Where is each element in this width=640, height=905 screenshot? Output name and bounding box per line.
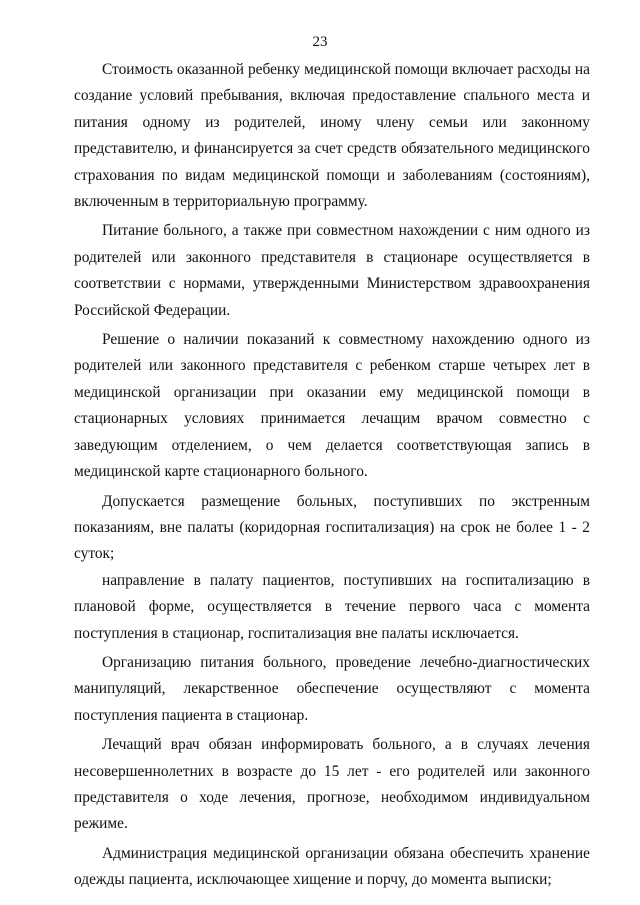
paragraph-corridor-hospitalization: Допускается размещение больных, поступивших по экстренным показаниям, вне палаты (коридорная госпитализация) на срок не более 1 - 2 суток;: [74, 492, 590, 563]
paragraph-clothing-storage: Администрация медицинской организации обязана обеспечить хранение одежды пациента, исключающее хищение и порчу, до момента выписки;: [74, 844, 590, 889]
paragraph-cost-of-care: Стоимость оказанной ребенку медицинской помощи включает расходы на создание условий пребывания, включая предоставление спального места и питания одному из родителей, иному члену семьи или законному представителю, и финансируется за счет средств обязательного медицинского страхования по видам медицинской помощи и заболеваниям (состояниям), включенным в территориальную программу.: [74, 61, 590, 211]
page-number: 23: [312, 34, 328, 50]
paragraph-treatment-organization: Организацию питания больного, проведение лечебно-диагностических манипуляций, лекарственное обеспечение осуществляют с момента поступления пациента в стационар.: [74, 653, 590, 724]
paragraph-doctor-informing: Лечащий врач обязан информировать больного, а в случаях лечения несовершеннолетних в возрасте до 15 лет - его родителей или законного представителя о ходе лечения, прогнозе, необходимом индивидуальном режиме.: [74, 736, 590, 833]
paragraph-joint-stay-decision: Решение о наличии показаний к совместному нахождению одного из родителей или законного представителя с ребенком старше четырех лет в медицинской организации при оказании ему медицинской помощи в стационарных условиях принимается лечащим врачом совместно с заведующим отделением, о чем делается соответствующая запись в медицинской карте стационарного больного.: [74, 331, 590, 481]
paragraph-patient-nutrition: Питание больного, а также при совместном нахождении с ним одного из родителей или законного представителя в стационаре осуществляется в соответствии с нормами, утвержденными Министерством здравоохранения Российской Федерации.: [74, 222, 590, 319]
body-text: [74, 57, 590, 894]
paragraph-ward-assignment: направление в палату пациентов, поступивших на госпитализацию в плановой форме, осуществляется в течение первого часа с момента поступления в стационар, госпитализация вне палаты исключается.: [74, 571, 590, 642]
